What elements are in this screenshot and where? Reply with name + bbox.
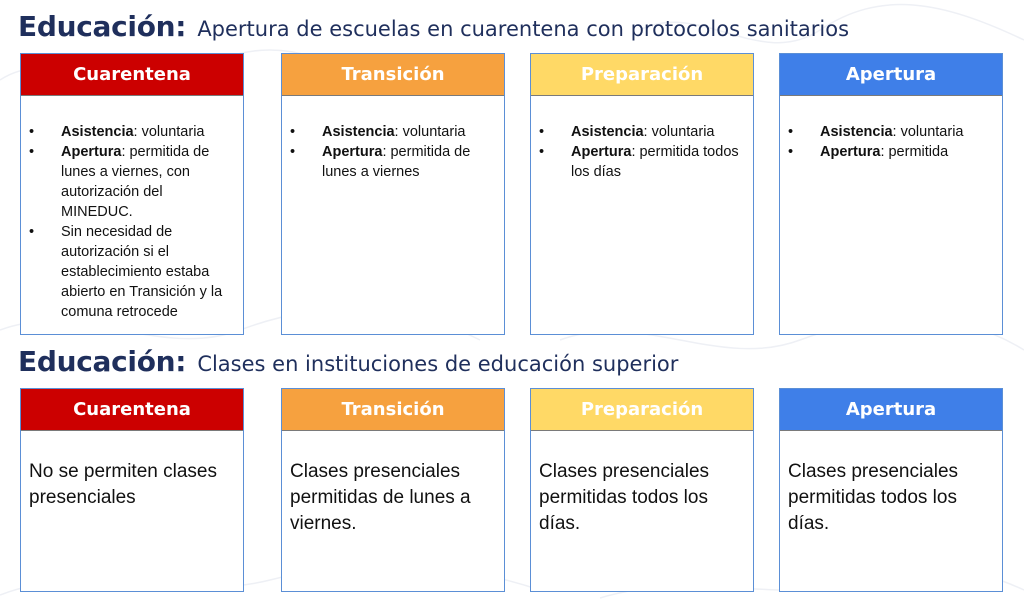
bullet-text: : voluntaria xyxy=(133,124,205,140)
bullet-marker: • xyxy=(788,144,794,160)
higher-ed-card-preparacion xyxy=(530,388,754,592)
bullet-item xyxy=(539,142,745,182)
school-card-transicion xyxy=(281,53,505,335)
card-body: No se permiten clases presenciales xyxy=(29,461,217,508)
bullet-list xyxy=(531,96,753,182)
bullet-item xyxy=(29,222,235,322)
bullet-bold: Asistencia xyxy=(322,124,395,140)
school-card-cuarentena xyxy=(20,53,244,335)
card-body: Clases presenciales permitidas de lunes a viernes. xyxy=(290,461,471,534)
section-title-strong: Educación: xyxy=(18,10,187,43)
card-header: Preparación xyxy=(531,54,753,96)
bullet-marker: • xyxy=(539,124,545,140)
bullet-marker: • xyxy=(29,224,35,240)
bullet-bold: Asistencia xyxy=(61,124,134,140)
higher-ed-card-cuarentena xyxy=(20,388,244,592)
bullet-marker: • xyxy=(290,124,296,140)
bullet-bold: Apertura xyxy=(61,144,122,160)
bullet-text: : permitida xyxy=(880,144,949,160)
card-body: Clases presenciales permitidas todos los días. xyxy=(788,461,959,534)
bullet-item xyxy=(290,122,496,142)
card-header: Apertura xyxy=(780,389,1002,431)
bullet-bold: Apertura xyxy=(820,144,881,160)
school-card-apertura xyxy=(779,53,1003,335)
section-title-light: Clases en instituciones de educación superior xyxy=(197,352,679,376)
bullet-item xyxy=(788,122,994,142)
section-title-schools xyxy=(18,6,849,44)
card-header: Cuarentena xyxy=(21,54,243,96)
bullet-bold: Asistencia xyxy=(820,124,893,140)
card-header: Apertura xyxy=(780,54,1002,96)
bullet-bold: Apertura xyxy=(322,144,383,160)
bullet-list xyxy=(21,96,243,322)
bullet-text: : permitida de lunes a viernes xyxy=(322,144,471,180)
bullet-marker: • xyxy=(788,124,794,140)
card-header: Cuarentena xyxy=(21,389,243,431)
bullet-bold: Asistencia xyxy=(571,124,644,140)
school-card-preparacion xyxy=(530,53,754,335)
bullet-marker: • xyxy=(29,144,35,160)
bullet-text: : voluntaria xyxy=(643,124,715,140)
higher-ed-card-apertura xyxy=(779,388,1003,592)
bullet-marker: • xyxy=(290,144,296,160)
section-title-strong: Educación: xyxy=(18,345,187,378)
higher-ed-card-transicion xyxy=(281,388,505,592)
bullet-text: Sin necesidad de autorización si el establecimiento estaba abierto en Transición y la comuna retrocede xyxy=(61,224,223,320)
bullet-text: : permitida de lunes a viernes, con autorización del MINEDUC. xyxy=(61,144,210,220)
card-header: Preparación xyxy=(531,389,753,431)
bullet-text: : permitida todos los días xyxy=(571,144,739,180)
bullet-item xyxy=(788,142,994,162)
bullet-item xyxy=(539,122,745,142)
bullet-bold: Apertura xyxy=(571,144,632,160)
bullet-text: : voluntaria xyxy=(892,124,964,140)
card-header: Transición xyxy=(282,54,504,96)
bullet-text: : voluntaria xyxy=(394,124,466,140)
bullet-list xyxy=(780,96,1002,162)
bullet-list xyxy=(282,96,504,182)
section-title-higher-ed xyxy=(18,341,678,379)
bullet-item xyxy=(290,142,496,182)
section-title-light: Apertura de escuelas en cuarentena con protocolos sanitarios xyxy=(197,17,850,41)
card-header: Transición xyxy=(282,389,504,431)
card-body: Clases presenciales permitidas todos los días. xyxy=(539,461,710,534)
bullet-item xyxy=(29,122,235,142)
bullet-item xyxy=(29,142,235,222)
bullet-marker: • xyxy=(29,124,35,140)
bullet-marker: • xyxy=(539,144,545,160)
